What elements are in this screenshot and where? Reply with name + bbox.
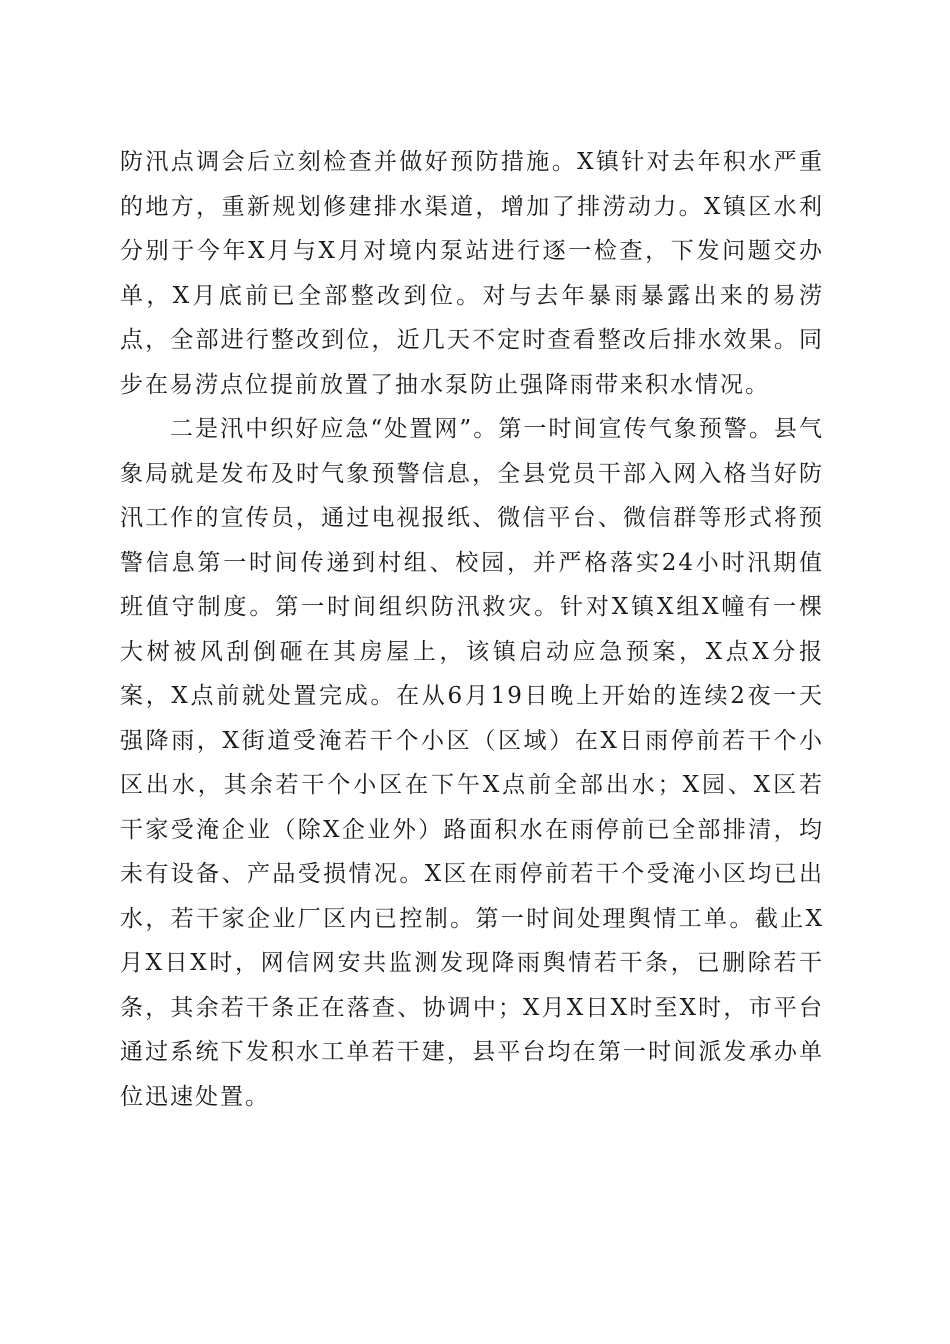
paragraph-lead-heading: 二是汛中织好应急“处置网”。	[170, 416, 499, 442]
paragraph-body-text: 第一时间宣传气象预警。县气象局就是发布及时气象预警信息，全县党员干部入网入格当好防汛工作的宣传员，通过电视报纸、微信平台、微信群等形式将预警信息第一时间传递到村组、校园，并严格落实24小时汛期值班值守制度。第一时间组织防汛救灾。针对X镇X组X幢有一棵大树被风刮倒砸在其房屋上，该镇启动应急预案，X点X分报案，X点前就处置完成。在从6月19日晚上开始的连续2夜一天强降雨，X街道受淹若干个小区（区域）在X日雨停前若干个小区出水，其余若干个小区在下午X点前全部出水；X园、X区若干家受淹企业（除X企业外）路面积水在雨停前已全部排清，均未有设备、产品受损情况。X区在雨停前若干个受淹小区均已出水，若干家企业厂区内已控制。第一时间处理舆情工单。截止X月X日X时，网信网安共监测发现降雨舆情若干条，已删除若干条，其余若干条正在落查、协调中；X月X日X时至X时，市平台通过系统下发积水工单若干建，县平台均在第一时间派发承办单位迅速处置。	[120, 416, 824, 1110]
document-body	[120, 140, 824, 1119]
paragraph-continued: 防汛点调会后立刻检查并做好预防措施。X镇针对去年积水严重的地方，重新规划修建排水渠道，增加了排涝动力。X镇区水利分别于今年X月与X月对境内泵站进行逐一检查，下发问题交办单，X月底前已全部整改到位。对与去年暴雨暴露出来的易涝点，全部进行整改到位，近几天不定时查看整改后排水效果。同步在易涝点位提前放置了抽水泵防止强降雨带来积水情况。	[120, 149, 824, 398]
paragraph-emergency-response	[120, 407, 824, 1119]
